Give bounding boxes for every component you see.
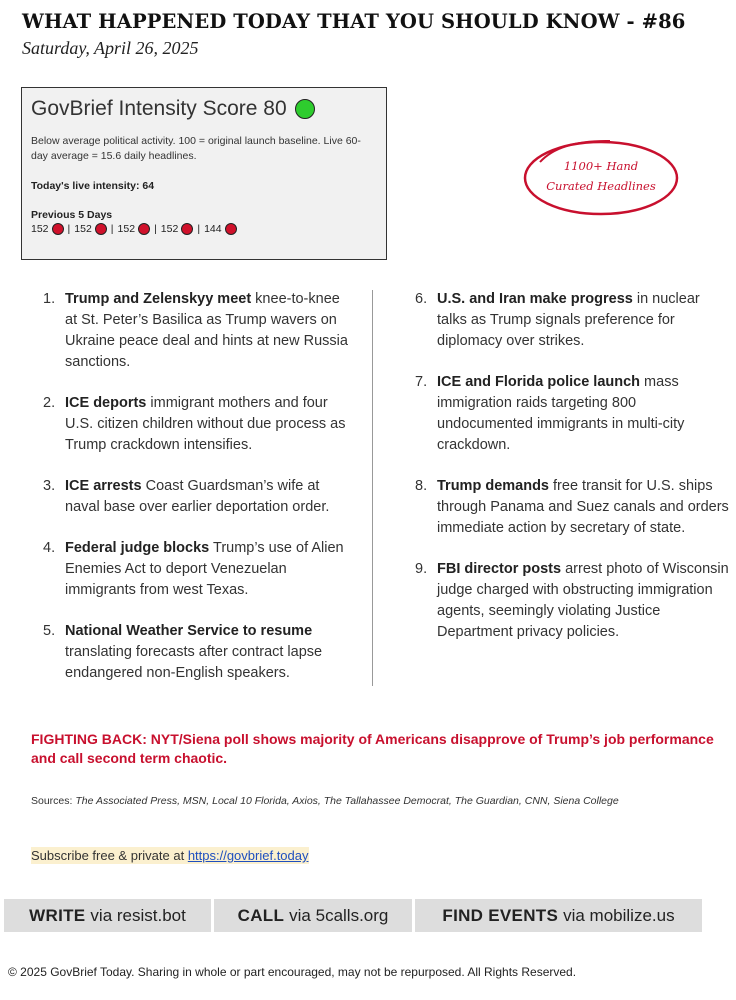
headline-lead: Trump and Zelenskyy meet — [65, 291, 252, 307]
headline-item — [394, 476, 729, 539]
headline-lead: ICE deports — [65, 395, 147, 411]
previous-day-value: 152 — [74, 223, 92, 235]
red-status-dot-icon — [52, 223, 64, 235]
write-action-label: WRITE — [29, 905, 86, 925]
subscribe-text: Subscribe free & private at — [31, 848, 188, 863]
separator: | — [67, 223, 71, 235]
previous-day-value: 152 — [117, 223, 136, 235]
headline-item — [22, 621, 354, 684]
sources-line — [31, 795, 619, 807]
green-status-dot-icon — [295, 99, 315, 119]
previous-days-label: Previous 5 Days — [31, 209, 113, 221]
find-events-action-button[interactable] — [415, 899, 702, 932]
sources-label: Sources: — [31, 795, 76, 807]
headline-lead: Trump demands — [437, 478, 549, 494]
headline-item — [22, 476, 354, 518]
headline-item — [394, 372, 729, 456]
headline-number: 2. — [43, 395, 56, 411]
call-action-label: CALL — [237, 905, 285, 925]
headline-number: 1. — [43, 291, 56, 307]
subscribe-link[interactable]: https://govbrief.today — [187, 848, 309, 863]
headline-number: 9. — [415, 561, 428, 577]
hand-curated-stamp — [520, 136, 682, 220]
headline-list-right — [394, 289, 729, 663]
headline-lead: FBI director posts — [437, 561, 562, 577]
issue-date: Saturday, April 26, 2025 — [22, 38, 199, 58]
red-status-dot-icon — [181, 223, 193, 235]
previous-day-value: 152 — [160, 223, 179, 235]
separator: | — [197, 223, 201, 235]
headline-item — [394, 289, 729, 352]
headline-number: 4. — [43, 540, 56, 556]
red-status-dot-icon — [95, 223, 107, 235]
headline-number: 5. — [43, 623, 56, 639]
previous-day-value: 144 — [204, 223, 222, 235]
headline-number: 3. — [43, 478, 56, 494]
copyright-footer: © 2025 GovBrief Today. Sharing in whole or part encouraged, may not be repurposed. All Rights Reserved. — [8, 965, 577, 979]
subscribe-line — [31, 847, 309, 864]
headline-lead: U.S. and Iran make progress — [437, 291, 633, 307]
intensity-description: Below average political activity. 100 = original launch baseline. Live 60-day average = 15.6 daily headlines. — [31, 135, 361, 162]
headline-item — [394, 559, 729, 643]
headline-lead: ICE arrests — [65, 478, 142, 494]
intensity-score-box — [21, 87, 387, 260]
stamp-line-1: 1100+ Hand — [563, 159, 639, 173]
headline-lead: National Weather Service to resume — [65, 623, 313, 639]
live-intensity: Today's live intensity: 64 — [31, 180, 155, 192]
sources-list: The Associated Press, MSN, Local 10 Florida, Axios, The Tallahassee Democrat, The Guardian, CNN, Siena College — [75, 795, 619, 807]
previous-days-row — [31, 223, 237, 235]
intensity-score-title: GovBrief Intensity Score 80 — [31, 97, 287, 120]
separator: | — [154, 223, 157, 235]
headline-number: 6. — [415, 291, 428, 307]
headline-text: arrest photo of Wisconsin judge charged with obstructing immigration agents, seemingly violating Justice Department privacy policies. — [437, 561, 729, 640]
headline-text: knee-to-knee at St. Peter’s Basilica as Trump wavers on Ukraine peace deal and hints at new Russia sanctions. — [65, 291, 348, 370]
stamp-text — [520, 156, 682, 196]
page-title: WHAT HAPPENED TODAY THAT YOU SHOULD KNOW - #86 — [22, 10, 686, 33]
headline-text: Coast Guardsman’s wife at naval base over earlier deportation order. — [65, 478, 330, 515]
column-divider — [372, 290, 373, 686]
find-events-action-text: via mobilize.us — [563, 905, 675, 925]
find-events-action-label: FIND EVENTS — [442, 905, 559, 925]
intensity-score-heading — [31, 97, 315, 121]
call-action-text: via 5calls.org — [289, 905, 389, 925]
write-action-text: via resist.bot — [90, 905, 186, 925]
headline-text: in nuclear talks as Trump signals preference for diplomacy over strikes. — [437, 291, 700, 349]
headline-item — [22, 393, 354, 456]
red-status-dot-icon — [225, 223, 237, 235]
headline-list-left — [22, 289, 354, 704]
headline-text: mass immigration raids targeting 800 undocumented immigrants in multi-city crackdown. — [437, 374, 685, 453]
previous-day-value: 152 — [31, 223, 49, 235]
headline-number: 8. — [415, 478, 428, 494]
stamp-line-2: Curated Headlines — [546, 179, 656, 193]
headline-text: translating forecasts after contract lapse endangered non-English speakers. — [65, 644, 323, 681]
red-status-dot-icon — [138, 223, 150, 235]
headline-item — [22, 289, 354, 373]
headline-text: free transit for U.S. ships through Panama and Suez canals and orders immediate action by secretary of state. — [437, 478, 729, 536]
headline-text: Trump’s use of Alien Enemies Act to deport Venezuelan immigrants from west Texas. — [65, 540, 344, 598]
headline-text: immigrant mothers and four U.S. citizen children without due process as Trump crackdown intensifies. — [65, 395, 346, 453]
headline-number: 7. — [415, 374, 428, 390]
headline-lead: ICE and Florida police launch — [437, 374, 641, 390]
action-bar — [4, 899, 702, 932]
headline-lead: Federal judge blocks — [65, 540, 210, 556]
fighting-back-callout: FIGHTING BACK: NYT/Siena poll shows majority of Americans disapprove of Trump’s job performance and call second term chaotic. — [31, 731, 714, 766]
call-action-button[interactable] — [214, 899, 412, 932]
headline-item — [22, 538, 354, 601]
separator: | — [110, 223, 114, 235]
write-action-button[interactable] — [4, 899, 211, 932]
